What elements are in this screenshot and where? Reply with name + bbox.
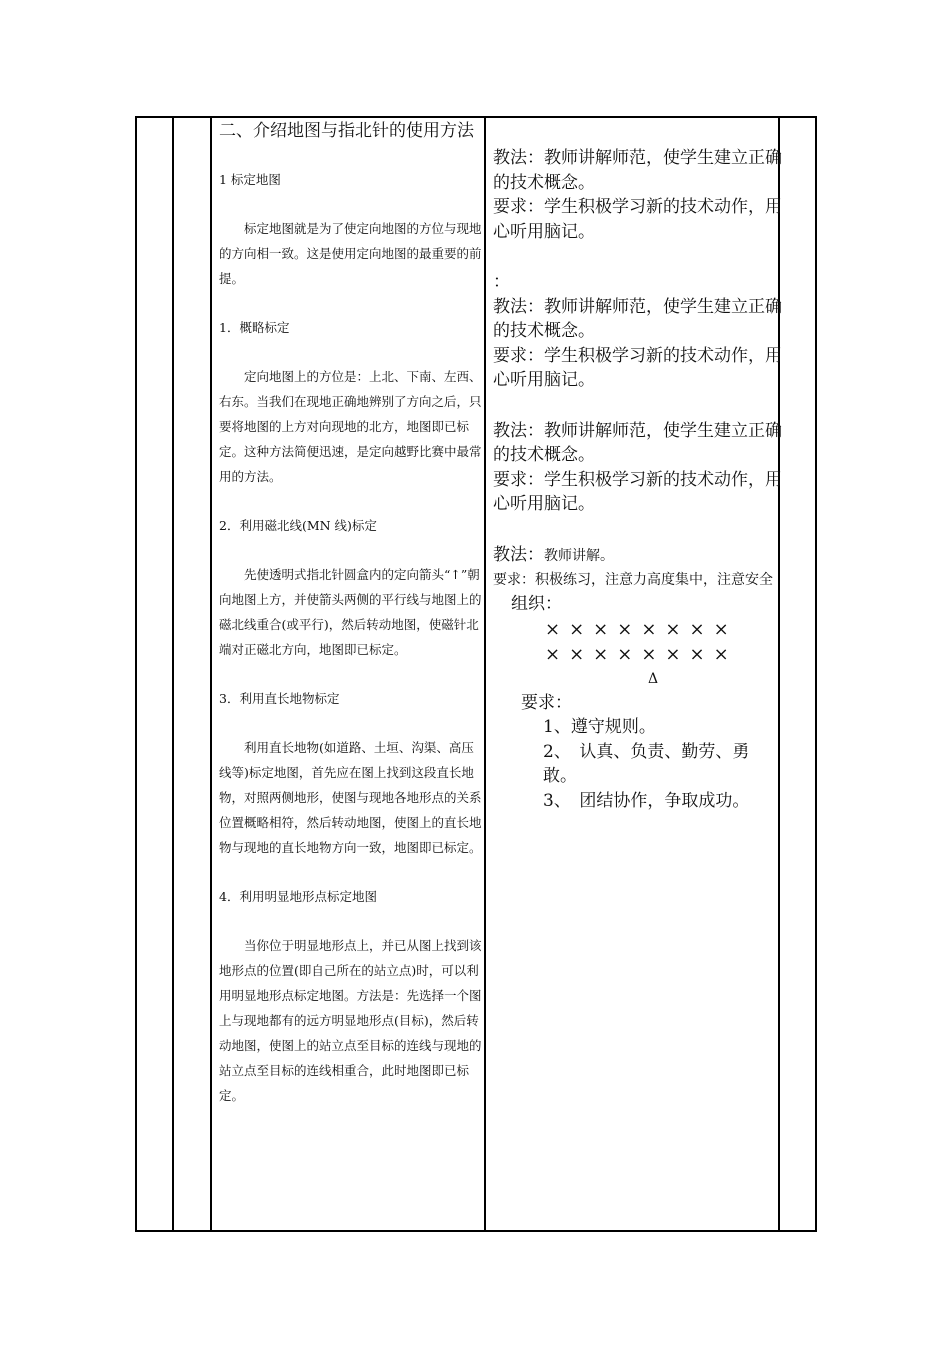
sub1-title: 1．概略标定	[219, 319, 290, 335]
sub2-paragraph: 先使透明式指北针圆盒内的定向箭头“↑”朝向地图上方，并使箭头两侧的平行线与地图上的磁北线重合(或平行)，然后转动地图，使磁针北端对正磁北方向，地图即已标定。	[219, 566, 482, 657]
sub3-title: 3．利用直长地物标定	[219, 690, 340, 706]
requirement-block-4: 要求：积极练习，注意力高度集中，注意安全	[493, 572, 773, 588]
formation-row-2: ××××××××	[545, 643, 738, 665]
lesson-table	[135, 116, 817, 1232]
formation-row-1: ××××××××	[545, 618, 738, 640]
method-label: 教法：	[493, 544, 544, 565]
sec1-title: 1 标定地图	[219, 171, 281, 187]
requirement-item-2: 2、 认真、负责、勤劳、勇敢。	[543, 741, 750, 786]
requirement-item-1: 1、遵守规则。	[543, 717, 656, 737]
teacher-position-symbol: Δ	[648, 670, 659, 687]
content-column	[219, 118, 483, 1108]
column-divider-1	[172, 118, 174, 1230]
section-heading: 二、介绍地图与指北针的使用方法	[219, 121, 474, 141]
method-block-3: 教法：教师讲解师范，使学生建立正确的技术概念。	[493, 420, 782, 465]
method-column	[493, 118, 783, 813]
requirement-block-1: 要求：学生积极学习新的技术动作，用心听用脑记。	[493, 197, 782, 242]
requirement-block-2: 要求：学生积极学习新的技术动作，用心听用脑记。	[493, 345, 782, 390]
sub2-title: 2．利用磁北线(MN 线)标定	[219, 517, 377, 533]
requirement-block-3: 要求：学生积极学习新的技术动作，用心听用脑记。	[493, 469, 782, 514]
method-text: 教师讲解。	[544, 547, 614, 564]
sub4-title: 4．利用明显地形点标定地图	[219, 888, 377, 904]
requirements-label: 要求：	[521, 692, 572, 713]
requirement-item-3: 3、 团结协作，争取成功。	[543, 790, 750, 811]
sub4-paragraph: 当你位于明显地形点上，并已从图上找到该地形点的位置(即自己所在的站立点)时，可以利用明显地形点标定地图。方法是：先选择一个图上与现地都有的远方明显地形点(目标)，然后转动地图，使图上的站立点至目标的连线与现地的站立点至目标的连线相重合，此时地图即已标定。	[219, 937, 482, 1103]
organization-label: 组织：	[511, 594, 562, 614]
column-divider-2	[210, 118, 212, 1230]
method-block-1: 教法：教师讲解师范，使学生建立正确的技术概念。	[493, 148, 782, 193]
method-block-4	[493, 543, 783, 569]
sec1-paragraph: 标定地图就是为了使定向地图的方位与现地的方向相一致。这是使用定向地图的最重要的前提。	[219, 220, 482, 286]
sub3-paragraph: 利用直长地物(如道路、土垣、沟渠、高压线等)标定地图，首先应在图上找到这段直长地物，对照两侧地形，使图与现地各地形点的关系位置概略相符，然后转动地图，使图上的直长地物与现地的直长地物方向一致，地图即已标定。	[219, 739, 482, 855]
column-divider-3	[484, 118, 486, 1230]
sub1-paragraph: 定向地图上的方位是：上北、下南、左西、右东。当我们在现地正确地辨别了方向之后，只要将地图的上方对向现地的北方，地图即已标定。这种方法简便迅速，是定向越野比赛中最常用的方法。	[219, 368, 482, 484]
method-block-2: 教法：教师讲解师范，使学生建立正确的技术概念。	[493, 296, 782, 341]
colon-mark: ：	[493, 272, 510, 292]
